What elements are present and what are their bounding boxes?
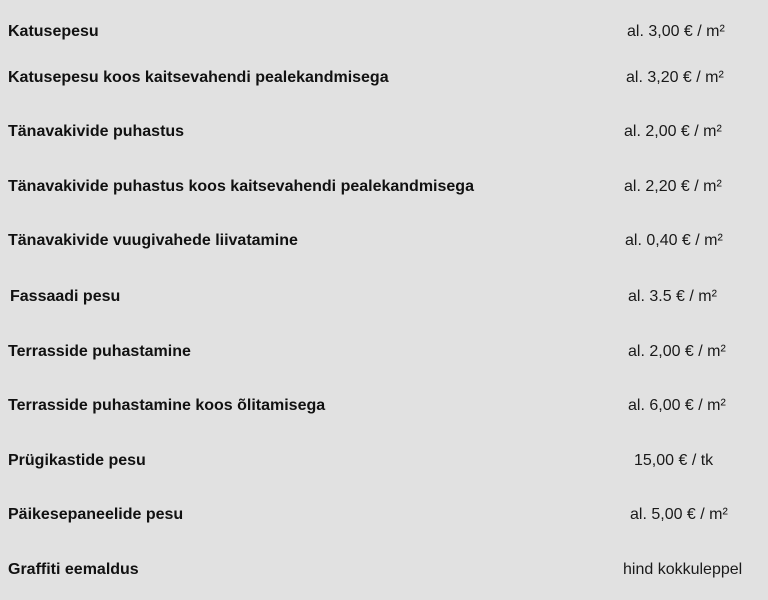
service-price: 15,00 € / tk [634, 452, 714, 469]
service-name: Prügikastide pesu [8, 452, 146, 469]
price-row-tanavakivide-puhastus [0, 117, 768, 147]
price-row-prugikastide-pesu [0, 446, 768, 476]
service-price: al. 2,00 € / m² [624, 123, 722, 140]
service-price: al. 5,00 € / m² [630, 506, 728, 523]
price-row-terrasside-puhastamine [0, 337, 768, 367]
service-name: Fassaadi pesu [10, 288, 121, 305]
service-price: al. 2,00 € / m² [628, 343, 726, 360]
price-row-vuugivahede-liivatamine [0, 226, 768, 256]
service-price: al. 3.5 € / m² [628, 288, 717, 305]
service-name: Tänavakivide puhastus [8, 123, 185, 140]
service-price: al. 3,00 € / m² [627, 23, 725, 40]
service-name: Tänavakivide puhastus koos kaitsevahendi pealekandmisega [8, 178, 474, 195]
service-name: Terrasside puhastamine [8, 343, 191, 360]
service-name: Katusepesu koos kaitsevahendi pealekandmisega [8, 69, 389, 86]
price-row-fassaadi-pesu [0, 282, 768, 312]
service-name: Päikesepaneelide pesu [8, 506, 184, 523]
service-price: hind kokkuleppel [623, 561, 743, 578]
price-row-katusepesu-kaitsevahend [0, 63, 768, 93]
service-price: al. 2,20 € / m² [624, 178, 722, 195]
price-row-paikesepaneelide-pesu [0, 500, 768, 530]
service-price: al. 3,20 € / m² [626, 69, 724, 86]
service-price: al. 6,00 € / m² [628, 397, 726, 414]
service-name: Tänavakivide vuugivahede liivatamine [8, 232, 298, 249]
service-name: Katusepesu [8, 23, 99, 40]
service-name: Graffiti eemaldus [8, 561, 139, 578]
service-name: Terrasside puhastamine koos õlitamisega [8, 397, 326, 414]
price-row-tanavakivide-puhastus-kaitsevahend [0, 172, 768, 202]
service-price: al. 0,40 € / m² [625, 232, 723, 249]
price-row-katusepesu [0, 17, 768, 47]
price-row-graffiti-eemaldus [0, 555, 768, 585]
price-row-terrasside-olitamine [0, 391, 768, 421]
